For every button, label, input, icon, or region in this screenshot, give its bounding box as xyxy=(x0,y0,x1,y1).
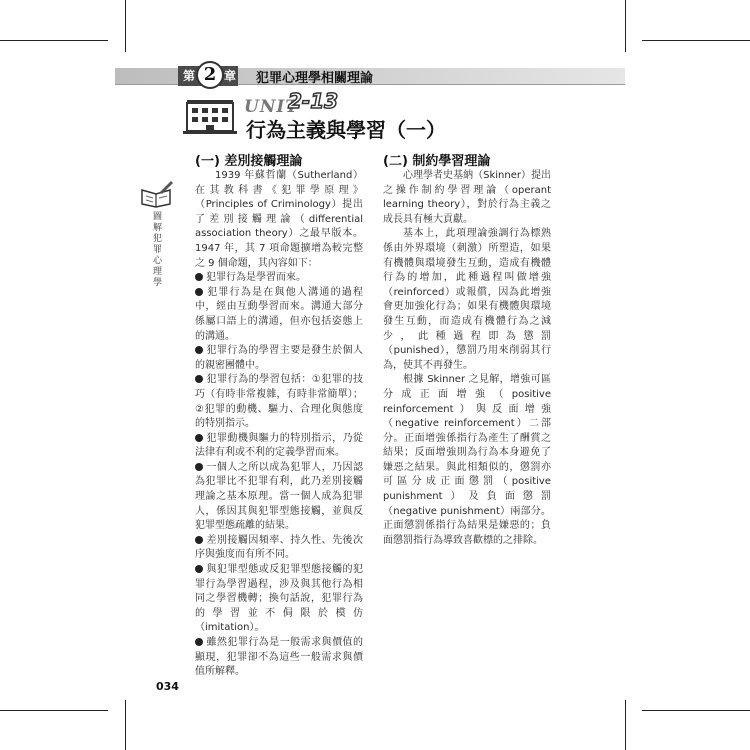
chapter-number: 2 xyxy=(196,61,224,89)
paragraph: 根據 Skinner 之見解，增強可區分成正面增強（positive reinforcement）與反面增強（negative reinforcement）二部分。正面增強係指行為產生了酬賞之結果；反面增強則為行為本身避免了嫌惡之結果。與此相類似的，懲罰亦可區分成正面懲罰（positive punishment）及負面懲罰（negative punishment）兩部分。正面懲罰係指行為結果是嫌惡的；負面懲罰指行為導致喜歡標的之排除。 xyxy=(383,374,551,546)
side-label: 圖解犯罪心理學 xyxy=(153,212,163,288)
section-heading-right: (二) 制約學習理論 xyxy=(383,154,491,169)
list-item: 與犯罪型態或反犯罪型態接觸的犯罪行為學習過程，涉及與其他行為相同之學習機轉；換句話說，犯罪行為的學習並不侷限於模仿（imitation）。 xyxy=(195,564,363,634)
list-item: 犯罪行為的學習主要是發生於個人的親密團體中。 xyxy=(195,345,363,371)
paragraph: 心理學者史基納（Skinner）提出之操作制約學習理論（operant learning theory），對於行為主義之成長具有極大貢獻。 xyxy=(383,170,551,225)
crop-mark xyxy=(125,700,126,750)
bullet-icon xyxy=(195,375,203,383)
unit-title: 行為主義與學習（一） xyxy=(246,118,446,142)
crop-mark xyxy=(625,0,626,52)
crop-mark xyxy=(642,40,750,41)
right-column xyxy=(383,169,551,548)
crop-mark xyxy=(642,710,750,711)
bullet-icon xyxy=(195,536,203,544)
paragraph: 基本上，此項理論強調行為標熟係由外界環境（刺激）所塑造，如果有機體與環境發生互動，造成有機體行為的增加，此種過程叫做增強（reinforced）或報償，因為此增強會更加強化行為；如果有機體與環境發生互動，而造成有機體行為之減少，此種過程即為懲罰（punished），懲罰乃用來削弱其行為，使其不再發生。 xyxy=(383,228,551,371)
section-heading-left: (一) 差別接觸理論 xyxy=(195,154,303,169)
list-item: 犯罪行為是學習而來。 xyxy=(195,271,363,286)
list-item: 犯罪動機與驅力的特別指示，乃從法律有利或不利的定義學習而來。 xyxy=(195,432,363,459)
bullet-icon xyxy=(195,346,203,354)
chapter-prefix: 第 xyxy=(183,69,196,83)
chapter-title: 犯罪心理學相關理論 xyxy=(256,71,374,86)
unit-label: UNIT xyxy=(244,97,299,117)
chapter-suffix: 章 xyxy=(224,69,237,83)
crop-mark xyxy=(625,700,626,750)
list-item: 一個人之所以成為犯罪人，乃因認為犯罪比不犯罪有利，此乃差別接觸理論之基本原理。當一個人成為犯罪人，係因其與犯罪型態接觸，並與反犯罪型態疏離的結果。 xyxy=(195,461,363,532)
building-icon xyxy=(183,100,237,134)
book-pen-icon xyxy=(140,180,174,208)
crop-mark xyxy=(125,0,126,52)
bullet-icon xyxy=(195,565,203,573)
crop-mark xyxy=(0,710,108,711)
list-item: 犯罪行為的學習包括：①犯罪的技巧（有時非常複雜，有時非常簡單）；②犯罪的動機、驅力、合理化與態度的特別指示。 xyxy=(195,374,363,430)
bullet-icon xyxy=(195,273,203,281)
bullet-icon xyxy=(195,434,203,442)
list-item: 犯罪行為是在與他人溝通的過程中，經由互動學習而來。溝通大部分係屬口語上的溝通，但亦包括姿態上的溝通。 xyxy=(195,286,363,342)
page-number: 034 xyxy=(156,680,179,693)
bullet-icon xyxy=(195,288,203,296)
list-item: 差別接觸因頻率、持久性、先後次序與強度而有所不同。 xyxy=(195,534,363,561)
bullet-icon xyxy=(195,638,203,646)
list-item: 雖然犯罪行為是一般需求與價值的顯現，犯罪卻不為這些一般需求與價值所解釋。 xyxy=(195,637,363,678)
bullet-icon xyxy=(195,463,203,471)
left-column xyxy=(195,169,363,680)
crop-mark xyxy=(0,40,108,41)
unit-number: 2-13 xyxy=(288,89,339,113)
intro-paragraph: 1939 年蘇哲蘭（Sutherland）在其教科書《犯罪學原理》（Principles of Criminology）提出了差別接觸理論（differential association theory）之最早版本。1947 年，其 7 項命題擴增為較完整之 9 個命題，其內容如下： xyxy=(195,170,363,269)
